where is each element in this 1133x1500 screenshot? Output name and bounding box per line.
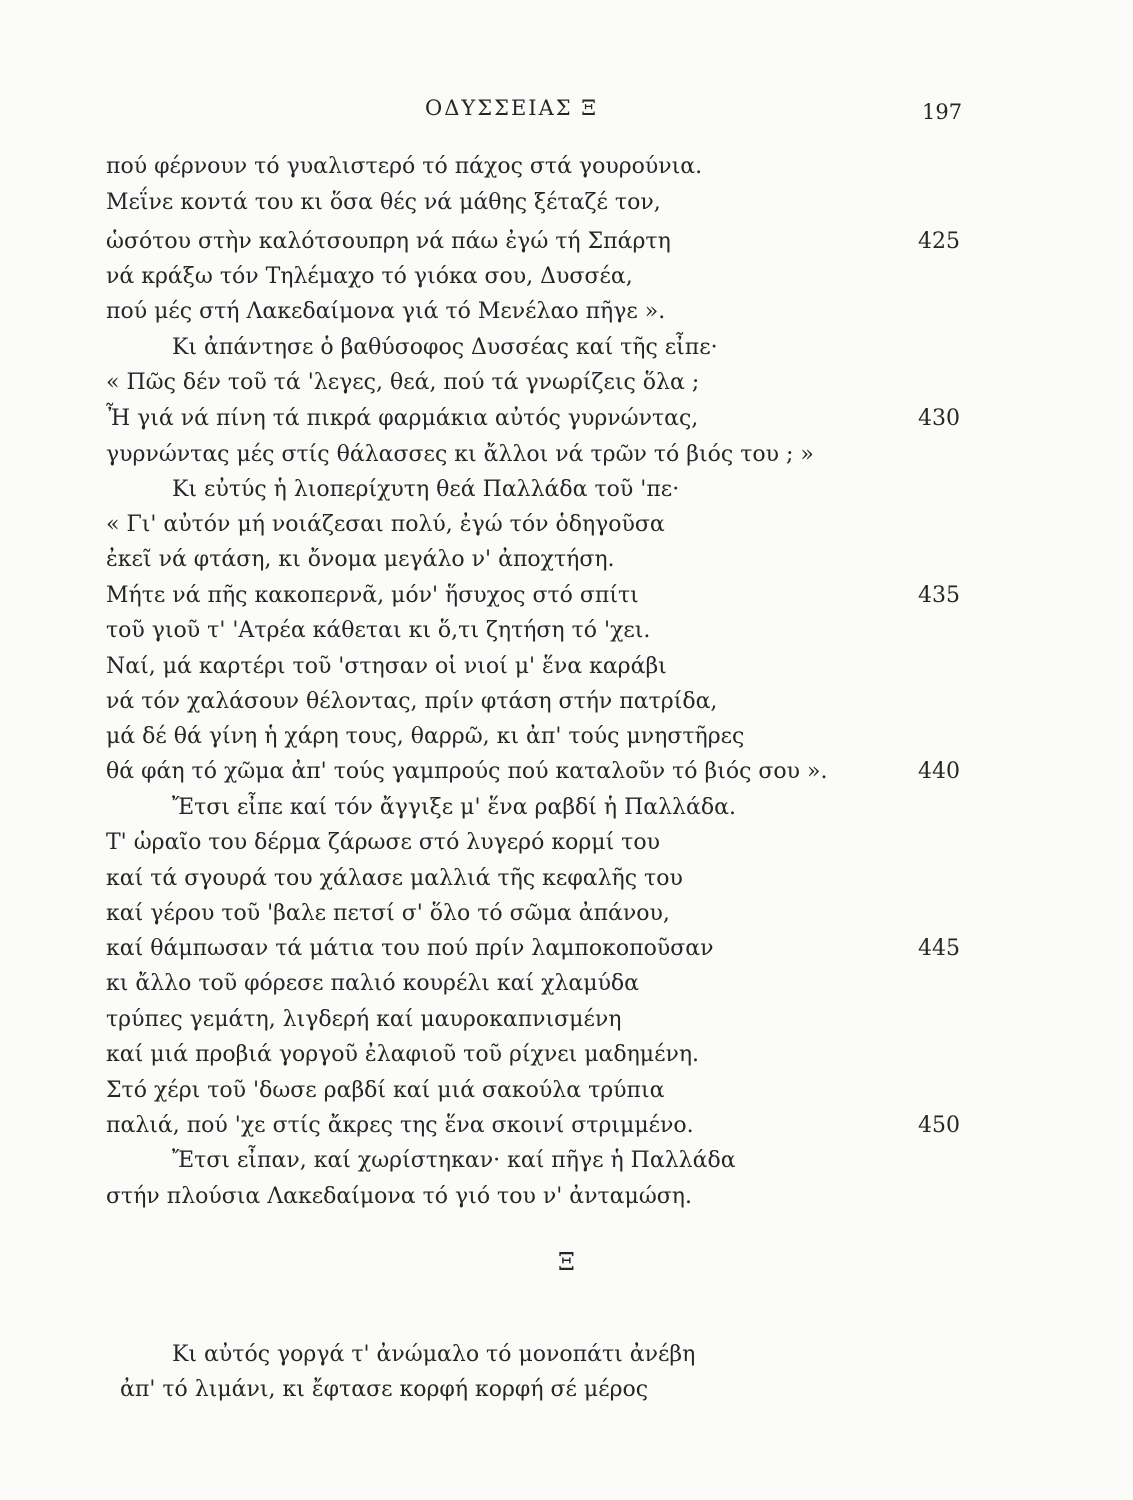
verse-line	[0, 862, 1133, 896]
verse-line	[0, 331, 1133, 365]
verse-line	[0, 1109, 1133, 1143]
verse-text: καί τά σγουρά του χάλασε μαλλιά τῆς κεφαλῆς του	[106, 866, 683, 891]
verse-text: Στό χέρι τοῦ 'δωσε ραβδί καί μιά σακούλα τρύπια	[106, 1078, 665, 1103]
line-number: 440	[918, 759, 960, 784]
running-title: ΟΔΥΣΣΕΙΑΣ Ξ	[425, 96, 599, 120]
verse-text: Κι αὐτός γοργά τ' ἀνώμαλο τό μονοπάτι ἀνέβη	[172, 1342, 696, 1367]
verse-line	[0, 826, 1133, 860]
running-head	[0, 96, 1133, 130]
verse-line	[0, 967, 1133, 1001]
verse-text: καί θάμπωσαν τά μάτια του πού πρίν λαμποκοποῦσαν	[106, 936, 714, 961]
verse-text: Κι εὐτύς ἡ λιοπερίχυτη θεά Παλλάδα τοῦ 'πε·	[172, 477, 680, 502]
verse-line	[0, 614, 1133, 648]
verse-line	[0, 402, 1133, 436]
verse-text: μά δέ θά γίνη ἡ χάρη τους, θαρρῶ, κι ἀπ' τούς μνηστῆρες	[106, 724, 745, 749]
verse-line	[0, 755, 1133, 789]
verse-text: τοῦ γιοῦ τ' 'Ατρέα κάθεται κι ὅ,τι ζητήση τό 'χει.	[106, 618, 651, 643]
verse-text: πού φέρνουν τό γυαλιστερό τό πάχος στά γουρούνια.	[106, 154, 703, 179]
verse-line	[0, 366, 1133, 400]
verse-line	[0, 1038, 1133, 1072]
verse-text: « Πῶς δέν τοῦ τά 'λεγες, θεά, πού τά γνωρίζεις ὅλα ;	[106, 370, 700, 395]
verse-line	[0, 579, 1133, 613]
verse-line	[0, 508, 1133, 542]
verse-text: ὡσότου στὴν καλότσουπρη νά πάω ἐγώ τή Σπάρτη	[106, 229, 671, 254]
page-number: 197	[922, 100, 963, 124]
verse-line	[0, 225, 1133, 259]
verse-text: ἐκεῖ νά φτάση, κι ὄνομα μεγάλο ν' ἀποχτήση.	[106, 547, 615, 572]
verse-text: Ἔτσι εἶπαν, καί χωρίστηκαν· καί πῆγε ἡ Παλλάδα	[172, 1148, 736, 1173]
verse-text: καί μιά προβιά γοργοῦ ἐλαφιοῦ τοῦ ρίχνει μαδημένη.	[106, 1042, 700, 1067]
verse-line	[0, 932, 1133, 966]
verse-line	[0, 1074, 1133, 1108]
verse-text: γυρνώντας μές στίς θάλασσες κι ἄλλοι νά τρῶν τό βιός του ; »	[106, 442, 814, 467]
verse-line	[0, 650, 1133, 684]
verse-text: τρύπες γεμάτη, λιγδερή καί μαυροκαπνισμένη	[106, 1007, 622, 1032]
verse-line	[0, 685, 1133, 719]
verse-line	[0, 1373, 1133, 1407]
verse-line	[0, 791, 1133, 825]
verse-text: « Γι' αὐτόν μή νοιάζεσαι πολύ, ἐγώ τόν ὁδηγοῦσα	[106, 512, 665, 537]
verse-text: νά κράξω τόν Τηλέμαχο τό γιόκα σου, Δυσσέα,	[106, 264, 633, 289]
verse-line	[0, 150, 1133, 184]
line-number: 450	[918, 1113, 960, 1138]
verse-line	[0, 1338, 1133, 1372]
verse-text: ἀπ' τό λιμάνι, κι ἔφτασε κορφή κορφή σέ μέρος	[120, 1377, 649, 1402]
verse-text: στήν πλούσια Λακεδαίμονα τό γιό του ν' ἀνταμώση.	[106, 1184, 692, 1209]
verse-line	[0, 543, 1133, 577]
verse-text: Κι ἀπάντησε ὁ βαθύσοφος Δυσσέας καί τῆς εἶπε·	[172, 335, 718, 360]
verse-text: νά τόν χαλάσουν θέλοντας, πρίν φτάση στήν πατρίδα,	[106, 689, 718, 714]
verse-text: θά φάη τό χῶμα ἀπ' τούς γαμπρούς πού καταλοῦν τό βιός σου ».	[106, 759, 828, 784]
verse-text: Μεΐνε κοντά του κι ὅσα θές νά μάθης ξέταζέ τον,	[106, 190, 661, 215]
verse-text: Ἦ γιά νά πίνη τά πικρά φαρμάκια αὐτός γυρνώντας,	[106, 406, 699, 431]
line-number: 430	[918, 406, 960, 431]
line-number: 425	[918, 229, 960, 254]
verse-text: Μήτε νά πῆς κακοπερνᾶ, μόν' ἥσυχος στό σπίτι	[106, 583, 639, 608]
verse-line	[0, 897, 1133, 931]
verse-text: καί γέρου τοῦ 'βαλε πετσί σ' ὅλο τό σῶμα ἀπάνου,	[106, 901, 670, 926]
verse-text: Τ' ὡραῖο του δέρμα ζάρωσε στό λυγερό κορμί του	[106, 830, 660, 855]
verse-text: πού μές στή Λακεδαίμονα γιά τό Μενέλαο πῆγε ».	[106, 299, 666, 324]
verse-text: Ναί, μά καρτέρι τοῦ 'στησαν οἱ νιοί μ' ἕνα καράβι	[106, 654, 667, 679]
verse-line	[0, 473, 1133, 507]
verse-line	[0, 720, 1133, 754]
verse-line	[0, 1003, 1133, 1037]
verse-text: παλιά, πού 'χε στίς ἄκρες της ἕνα σκοινί στριμμένο.	[106, 1113, 694, 1138]
verse-line	[0, 438, 1133, 472]
verse-line	[0, 260, 1133, 294]
verse-text: Ἔτσι εἶπε καί τόν ἄγγιξε μ' ἕνα ραβδί ἡ Παλλάδα.	[172, 795, 736, 820]
verse-text: κι ἄλλο τοῦ φόρεσε παλιό κουρέλι καί χλαμύδα	[106, 971, 640, 996]
verse-line	[0, 1180, 1133, 1214]
line-number: 445	[918, 936, 960, 961]
verse-line	[0, 295, 1133, 329]
verse-line	[0, 186, 1133, 220]
verse-line	[0, 1144, 1133, 1178]
section-letter: Ξ	[558, 1248, 575, 1276]
line-number: 435	[918, 583, 960, 608]
